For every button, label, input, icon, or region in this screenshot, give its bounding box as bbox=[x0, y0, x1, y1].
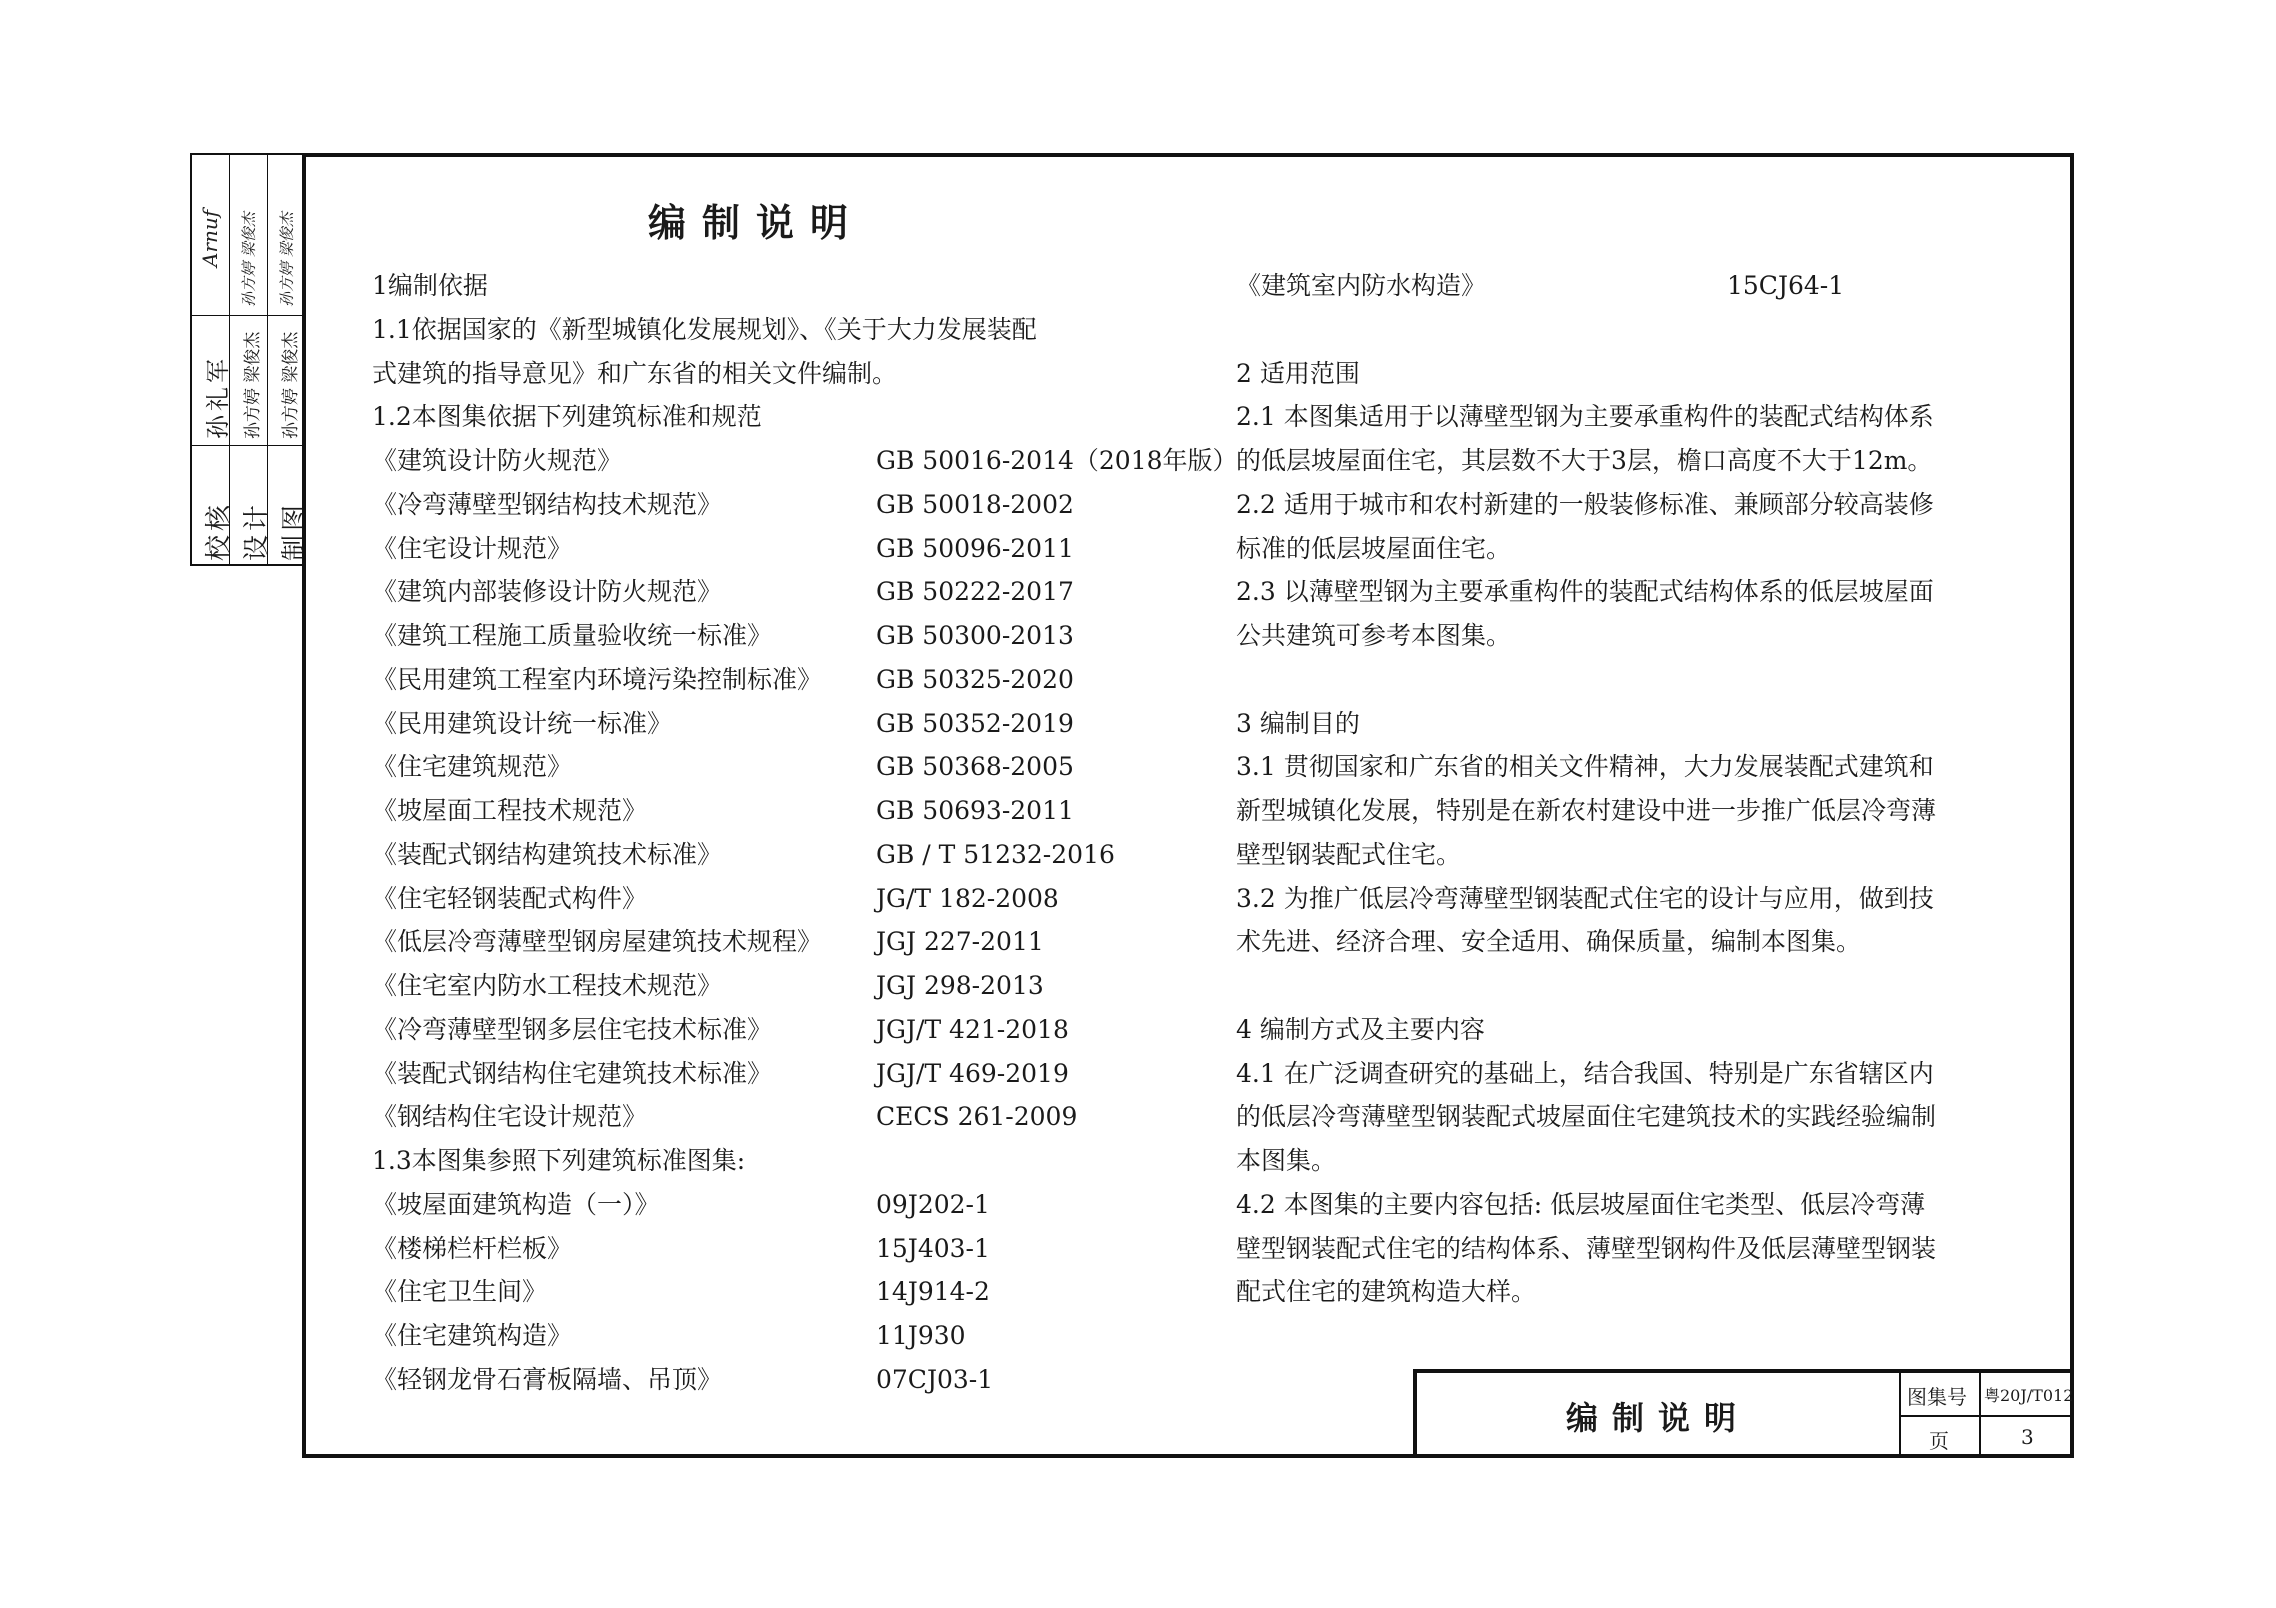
standard-code: GB 50325-2020 bbox=[876, 665, 1074, 694]
standard-code: GB 50016-2014（2018年版） bbox=[876, 446, 1238, 475]
paragraph-2-3-cont: 公共建筑可参考本图集。 bbox=[1236, 621, 1512, 650]
standard-code: JGJ 227-2011 bbox=[876, 927, 1044, 956]
page-label: 页 bbox=[1929, 1429, 1949, 1453]
paragraph-3-1-cont: 新型城镇化发展，特别是在新农村建设中进一步推广低层冷弯薄 bbox=[1236, 796, 1937, 825]
approval-name-check: 孙礼军 bbox=[204, 355, 232, 439]
atlas-code: 15J403-1 bbox=[876, 1234, 990, 1263]
standard-code: GB 50368-2005 bbox=[876, 752, 1074, 781]
atlas-name: 《轻钢龙骨石膏板隔墙、吊顶》 bbox=[372, 1365, 723, 1394]
paragraph-1-3: 1.3本图集参照下列建筑标准图集: bbox=[372, 1146, 746, 1175]
approval-divider bbox=[192, 445, 304, 446]
section-heading-2: 2 适用范围 bbox=[1236, 359, 1360, 388]
standard-name: 《钢结构住宅设计规范》 bbox=[372, 1102, 648, 1131]
signature-check: Arnuf bbox=[198, 209, 222, 267]
atlas-code: 15CJ64-1 bbox=[1727, 271, 1845, 300]
standard-name: 《冷弯薄壁型钢结构技术规范》 bbox=[372, 490, 723, 519]
atlas-name: 《住宅卫生间》 bbox=[372, 1277, 548, 1306]
standard-name: 《建筑内部装修设计防火规范》 bbox=[372, 577, 723, 606]
standard-name: 《建筑工程施工质量验收统一标准》 bbox=[372, 621, 773, 650]
standard-code: GB / T 51232-2016 bbox=[876, 840, 1115, 869]
standard-code: GB 50018-2002 bbox=[876, 490, 1074, 519]
standard-name: 《冷弯薄壁型钢多层住宅技术标准》 bbox=[372, 1015, 773, 1044]
approval-block bbox=[190, 153, 310, 566]
atlas-code: 09J202-1 bbox=[876, 1190, 990, 1219]
page-title: 编制说明 bbox=[648, 201, 865, 245]
approval-name-design: 孙方婷 梁俊杰 bbox=[243, 331, 263, 439]
standard-code: CECS 261-2009 bbox=[876, 1102, 1078, 1131]
atlas-name: 《楼梯栏杆栏板》 bbox=[372, 1234, 573, 1263]
standard-name: 《民用建筑设计统一标准》 bbox=[372, 709, 673, 738]
paragraph-4-2: 4.2 本图集的主要内容包括: 低层坡屋面住宅类型、低层冷弯薄 bbox=[1236, 1190, 1926, 1219]
atlas-name: 《建筑室内防水构造》 bbox=[1236, 271, 1487, 300]
atlas-name: 《住宅建筑构造》 bbox=[372, 1321, 573, 1350]
standard-code: GB 50096-2011 bbox=[876, 534, 1074, 563]
atlas-code: 14J914-2 bbox=[876, 1277, 990, 1306]
paragraph-1-1: 1.1依据国家的《新型城镇化发展规划》、《关于大力发展装配 bbox=[372, 315, 1037, 344]
standard-name: 《住宅建筑规范》 bbox=[372, 752, 573, 781]
standard-name: 《民用建筑工程室内环境污染控制标准》 bbox=[372, 665, 823, 694]
section-heading-1: 1编制依据 bbox=[372, 271, 488, 300]
paragraph-3-1-cont: 壁型钢装配式住宅。 bbox=[1236, 840, 1462, 869]
atlas-number-value: 粤20J/T012 bbox=[1984, 1386, 2074, 1405]
signature-design: 孙方婷 梁俊杰 bbox=[240, 212, 258, 307]
title-block-title: 编制说明 bbox=[1565, 1398, 1750, 1437]
atlas-name: 《坡屋面建筑构造（一）》 bbox=[372, 1190, 660, 1219]
approval-label-design: 设计 bbox=[242, 500, 272, 561]
title-block-divider bbox=[1899, 1415, 2074, 1417]
standard-code: GB 50222-2017 bbox=[876, 577, 1074, 606]
standard-code: JGJ/T 469-2019 bbox=[876, 1059, 1069, 1088]
title-block bbox=[1413, 1369, 2074, 1458]
paragraph-2-1-cont: 的低层坡屋面住宅，其层数不大于3层，檐口高度不大于12m。 bbox=[1236, 446, 1933, 475]
paragraph-1-1-cont: 式建筑的指导意见》和广东省的相关文件编制。 bbox=[372, 359, 898, 388]
paragraph-1-2: 1.2本图集依据下列建筑标准和规范 bbox=[372, 402, 762, 431]
approval-name-draw: 孙方婷 梁俊杰 bbox=[281, 331, 301, 439]
paragraph-4-1-cont: 的低层冷弯薄壁型钢装配式坡屋面住宅建筑技术的实践经验编制 bbox=[1236, 1102, 1937, 1131]
paragraph-3-1: 3.1 贯彻国家和广东省的相关文件精神，大力发展装配式建筑和 bbox=[1236, 752, 1934, 781]
standard-code: JG/T 182-2008 bbox=[876, 884, 1059, 913]
atlas-number-label: 图集号 bbox=[1907, 1385, 1967, 1409]
approval-label-draw: 制图 bbox=[280, 500, 310, 561]
paragraph-2-3: 2.3 以薄壁型钢为主要承重构件的装配式结构体系的低层坡屋面 bbox=[1236, 577, 1934, 606]
standard-name: 《住宅室内防水工程技术规范》 bbox=[372, 971, 723, 1000]
standard-code: GB 50300-2013 bbox=[876, 621, 1074, 650]
standard-code: GB 50693-2011 bbox=[876, 796, 1074, 825]
approval-label-check: 校核 bbox=[204, 500, 234, 561]
paragraph-4-1-cont: 本图集。 bbox=[1236, 1146, 1337, 1175]
paragraph-3-2-cont: 术先进、经济合理、安全适用、确保质量，编制本图集。 bbox=[1236, 927, 1862, 956]
signature-draw: 孙方婷 梁俊杰 bbox=[278, 212, 296, 307]
standard-code: JGJ 298-2013 bbox=[876, 971, 1044, 1000]
standard-name: 《住宅设计规范》 bbox=[372, 534, 573, 563]
standard-name: 《坡屋面工程技术规范》 bbox=[372, 796, 648, 825]
paragraph-2-2: 2.2 适用于城市和农村新建的一般装修标准、兼顾部分较高装修 bbox=[1236, 490, 1934, 519]
paragraph-4-2-cont: 壁型钢装配式住宅的结构体系、薄壁型钢构件及低层薄壁型钢装 bbox=[1236, 1234, 1937, 1263]
standard-name: 《装配式钢结构住宅建筑技术标准》 bbox=[372, 1059, 773, 1088]
paragraph-2-2-cont: 标准的低层坡屋面住宅。 bbox=[1236, 534, 1512, 563]
standard-code: GB 50352-2019 bbox=[876, 709, 1074, 738]
approval-divider bbox=[192, 315, 304, 316]
atlas-code: 07CJ03-1 bbox=[876, 1365, 994, 1394]
section-heading-3: 3 编制目的 bbox=[1236, 709, 1360, 738]
atlas-code: 11J930 bbox=[876, 1321, 966, 1350]
paragraph-2-1: 2.1 本图集适用于以薄壁型钢为主要承重构件的装配式结构体系 bbox=[1236, 402, 1934, 431]
paragraph-3-2: 3.2 为推广低层冷弯薄壁型钢装配式住宅的设计与应用，做到技 bbox=[1236, 884, 1934, 913]
paragraph-4-2-cont: 配式住宅的建筑构造大样。 bbox=[1236, 1277, 1537, 1306]
standard-name: 《建筑设计防火规范》 bbox=[372, 446, 623, 475]
standard-code: JGJ/T 421-2018 bbox=[876, 1015, 1069, 1044]
paragraph-4-1: 4.1 在广泛调查研究的基础上，结合我国、特别是广东省辖区内 bbox=[1236, 1059, 1934, 1088]
standard-name: 《低层冷弯薄壁型钢房屋建筑技术规程》 bbox=[372, 927, 823, 956]
page-number: 3 bbox=[2021, 1425, 2034, 1449]
standard-name: 《住宅轻钢装配式构件》 bbox=[372, 884, 648, 913]
standard-name: 《装配式钢结构建筑技术标准》 bbox=[372, 840, 723, 869]
section-heading-4: 4 编制方式及主要内容 bbox=[1236, 1015, 1485, 1044]
